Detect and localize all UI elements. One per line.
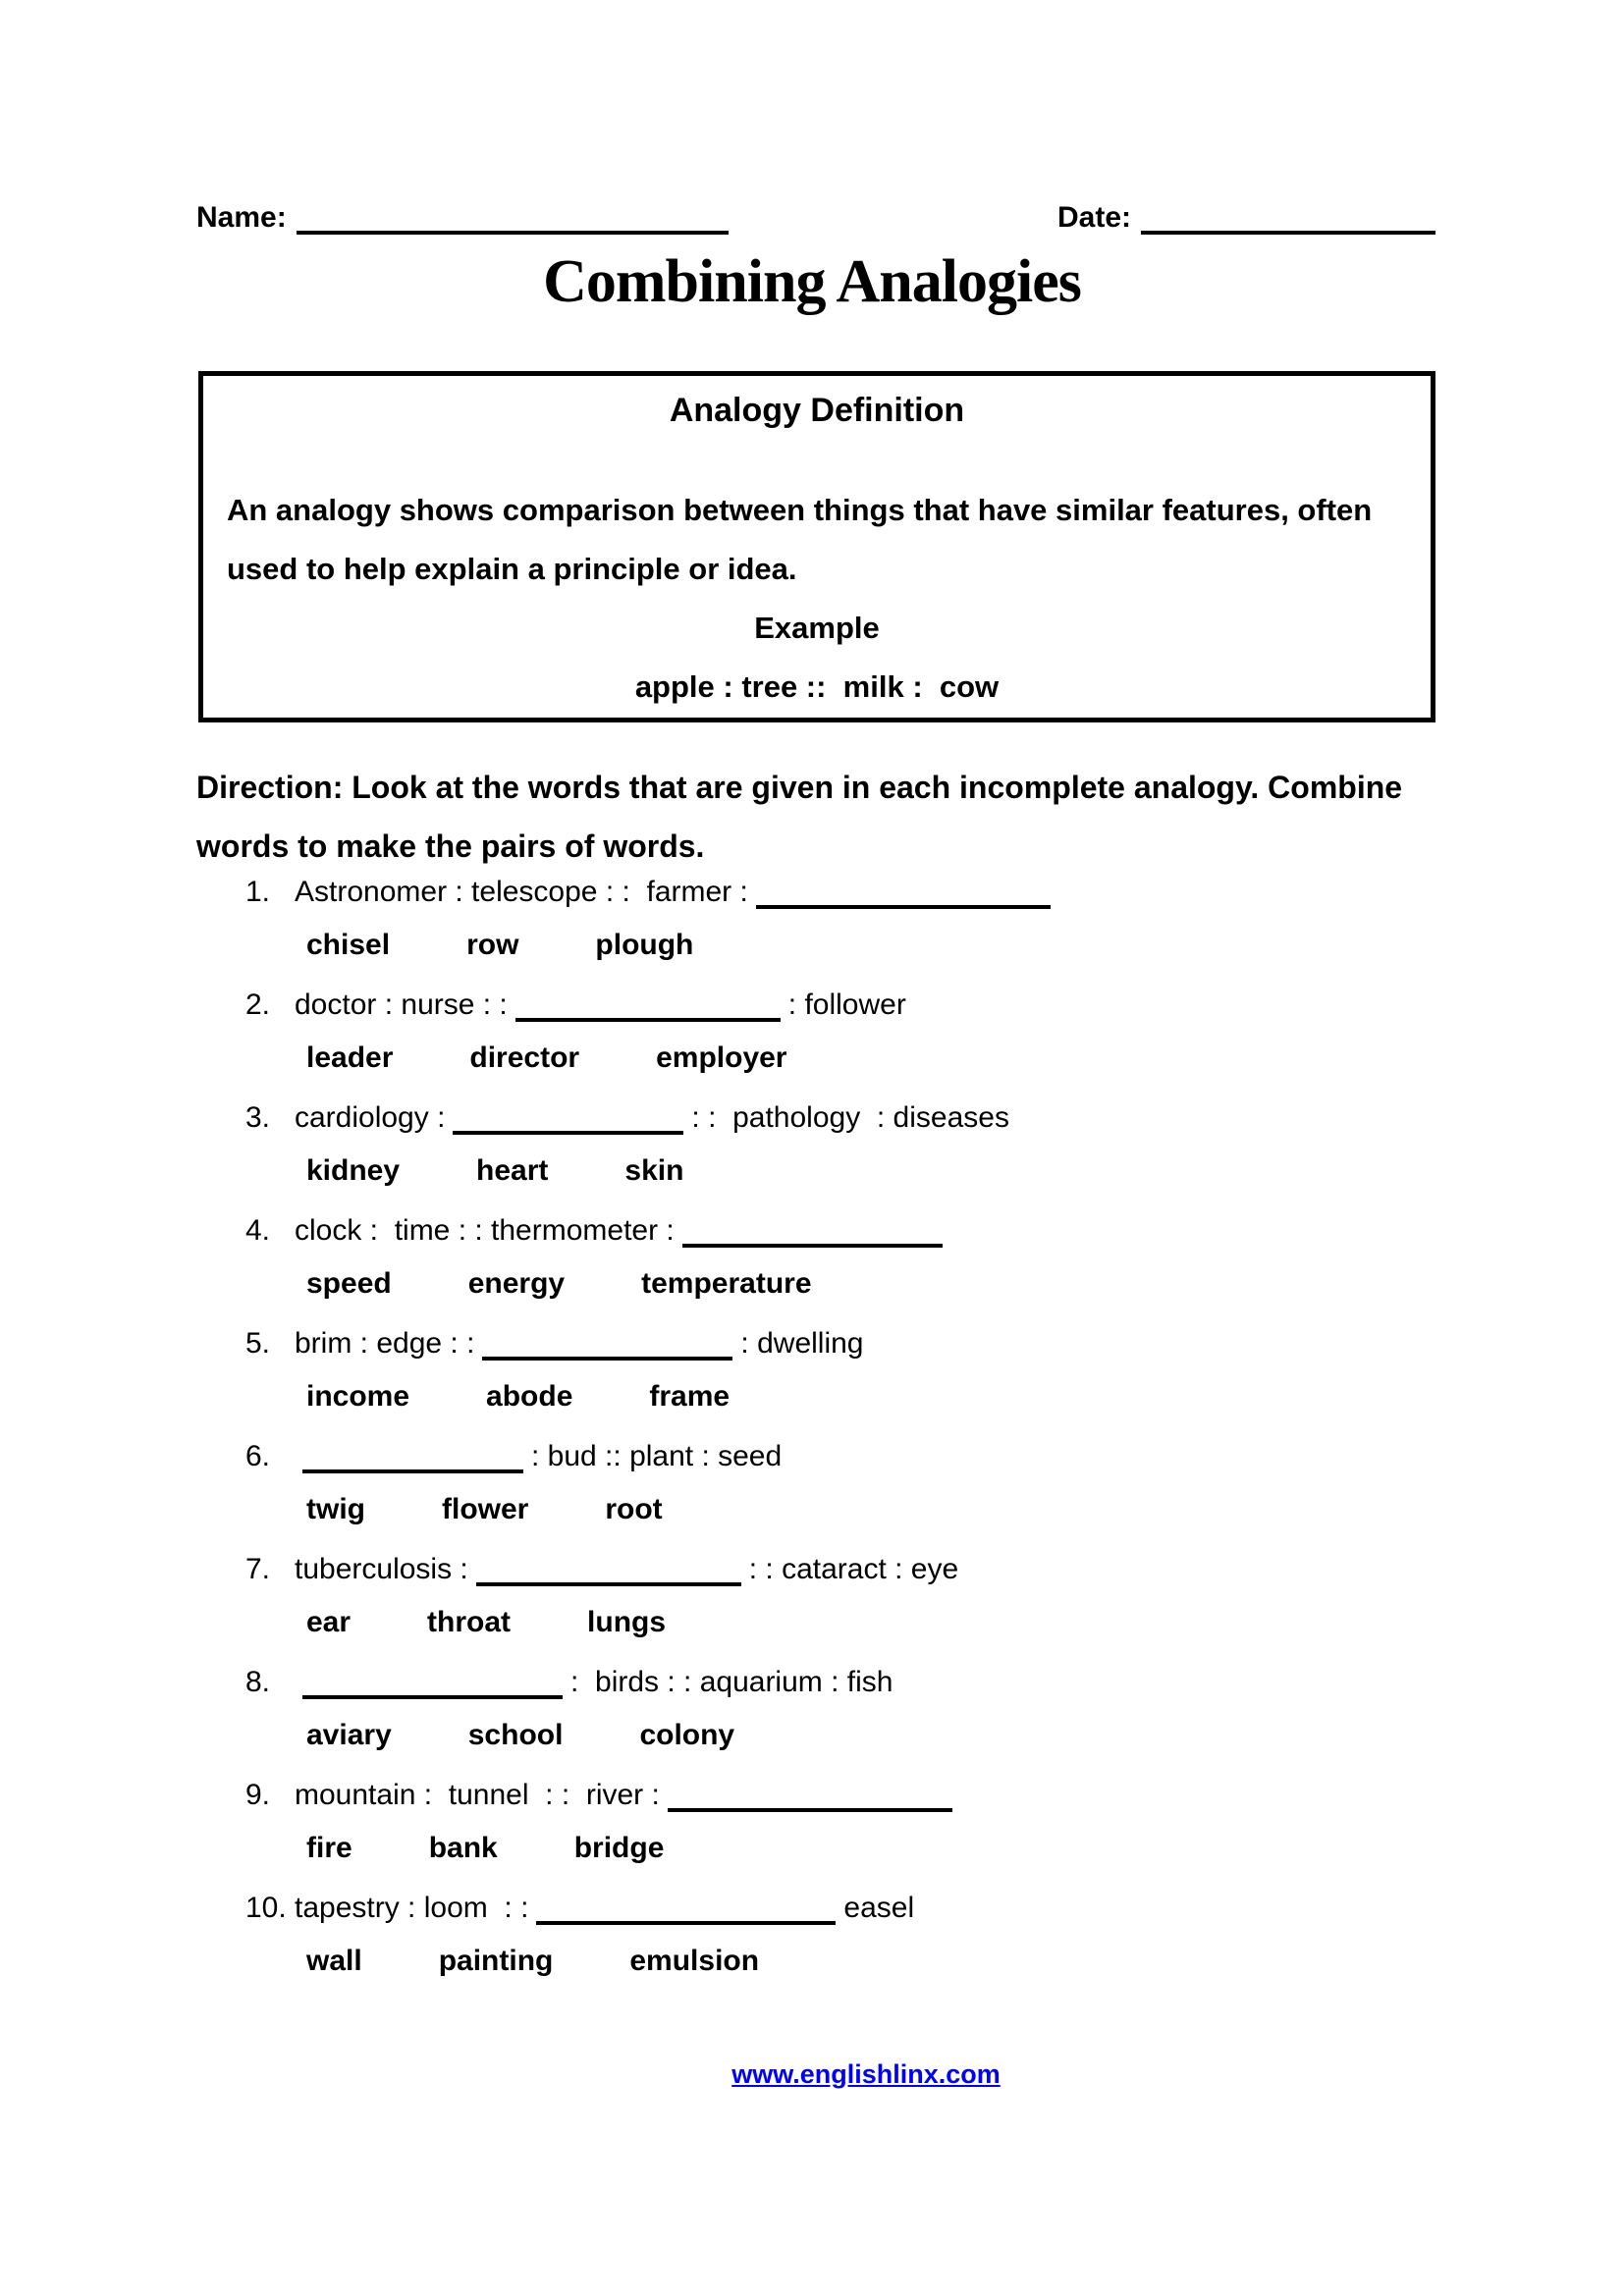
question-item [245,1323,1542,1436]
answer-blank-line [668,1808,952,1812]
question-text-after-blank: easel [843,1892,915,1924]
question-line [245,1436,1542,1477]
choice-word: income [306,1380,410,1413]
choice-words [306,929,1542,962]
question-line [245,1775,1542,1816]
choice-word: twig [306,1493,365,1525]
question-item [245,872,1542,985]
question-number: 8. [245,1666,271,1698]
answer-blank-line [302,1469,523,1473]
date-blank-line [1141,231,1435,235]
answer-blank-line [476,1582,741,1586]
footer [0,2059,1624,2090]
question-number: 4. [245,1214,271,1247]
website-link[interactable]: www.englishlinx.com [731,2059,1001,2089]
question-text-before-blank: Astronomer : telescope : : farmer : [295,876,748,908]
choice-words [306,1154,1542,1188]
question-text-after-blank: : birds : : aquarium : fish [570,1666,893,1698]
question-line [245,1662,1542,1703]
choice-word: bridge [573,1832,665,1864]
question-line [245,1097,1542,1139]
date-field [1057,201,1435,235]
choice-word: ear [306,1606,352,1638]
question-number: 6. [245,1440,271,1472]
choice-word: row [466,929,519,961]
choice-word: school [467,1719,564,1751]
question-line [245,872,1542,913]
question-text-before-blank: tapestry : loom : : [295,1892,529,1924]
choice-word: painting [438,1945,554,1977]
question-text-after-blank: : bud :: plant : seed [531,1440,783,1472]
question-line [245,1210,1542,1252]
question-item [245,1549,1542,1662]
choice-word: flower [442,1493,529,1525]
answer-blank-line [682,1244,943,1248]
date-label: Date: [1056,201,1131,234]
answer-blank-line [536,1921,836,1925]
example-label: Example [754,611,880,645]
question-text-before-blank: cardiology : [295,1101,446,1134]
question-text-after-blank: : : pathology : diseases [691,1101,1009,1134]
choice-word: wall [306,1945,362,1977]
question-item [245,1436,1542,1549]
name-blank-line [297,231,729,235]
question-item [245,1097,1542,1210]
choice-words [306,1493,1542,1526]
question-line [245,1549,1542,1590]
choice-word: temperature [641,1267,812,1300]
choice-word: plough [595,929,694,961]
header [196,201,1435,235]
page-title: Combining Analogies [543,248,1081,315]
question-line [245,1323,1542,1364]
question-list [245,872,1542,2001]
choice-word: frame [649,1380,731,1413]
question-line [245,1888,1542,1929]
definition-box [198,371,1435,722]
choice-word: bank [428,1832,498,1864]
choice-words [306,1832,1542,1865]
choice-word: employer [656,1041,787,1074]
question-item [245,1662,1542,1775]
direction-text: Direction: Look at the words that are given in each incomplete analogy. Combine words to make the pairs of words. [196,770,1403,864]
answer-blank-line [453,1131,683,1135]
choice-word: aviary [306,1719,392,1751]
answer-blank-line [515,1018,781,1022]
question-text-before-blank: brim : edge : : [295,1327,475,1360]
question-number: 10. [245,1892,287,1924]
question-item [245,1888,1542,2001]
answer-blank-line [482,1357,732,1361]
choice-word: heart [476,1154,549,1187]
choice-word: throat [427,1606,512,1638]
question-number: 2. [245,988,271,1021]
choice-words [306,1719,1542,1752]
choice-word: lungs [587,1606,667,1638]
question-text-after-blank: : : cataract : eye [748,1553,959,1585]
question-number: 9. [245,1779,271,1811]
choice-word: director [469,1041,580,1074]
answer-blank-line [302,1695,563,1699]
choice-words [306,1041,1542,1075]
question-text-after-blank: : dwelling [740,1327,864,1360]
choice-word: emulsion [629,1945,760,1977]
choice-words [306,1606,1542,1639]
choice-word: chisel [306,929,391,961]
question-text-before-blank: mountain : tunnel : : river : [295,1779,660,1811]
choice-word: energy [467,1267,566,1300]
choice-words [306,1380,1542,1414]
choice-word: colony [639,1719,735,1751]
answer-blank-line [756,905,1051,909]
choice-words [306,1945,1542,1978]
name-field [196,201,729,235]
question-text-after-blank: : follower [787,988,906,1021]
choice-word: skin [624,1154,684,1187]
question-text-before-blank: clock : time : : thermometer : [295,1214,675,1247]
definition-heading: Analogy Definition [669,392,965,429]
example-analogy-text: apple : tree :: milk : cow [634,669,1000,704]
definition-body-text: An analogy shows comparison between things that have similar features, often used to help explain a principle or idea. [227,493,1373,586]
question-line [245,985,1542,1026]
choice-word: kidney [306,1154,401,1187]
question-number: 3. [245,1101,271,1134]
choice-word: leader [306,1041,394,1074]
question-text-before-blank: doctor : nurse : : [295,988,508,1021]
choice-word: speed [306,1267,392,1300]
question-item [245,1775,1542,1888]
question-number: 5. [245,1327,271,1360]
choice-words [306,1267,1542,1301]
question-item [245,1210,1542,1323]
question-item [245,985,1542,1097]
choice-word: root [605,1493,663,1525]
choice-word: abode [486,1380,573,1413]
choice-word: fire [306,1832,352,1864]
question-number: 7. [245,1553,271,1585]
question-number: 1. [245,876,271,908]
name-label: Name: [196,201,287,234]
question-text-before-blank: tuberculosis : [295,1553,468,1585]
